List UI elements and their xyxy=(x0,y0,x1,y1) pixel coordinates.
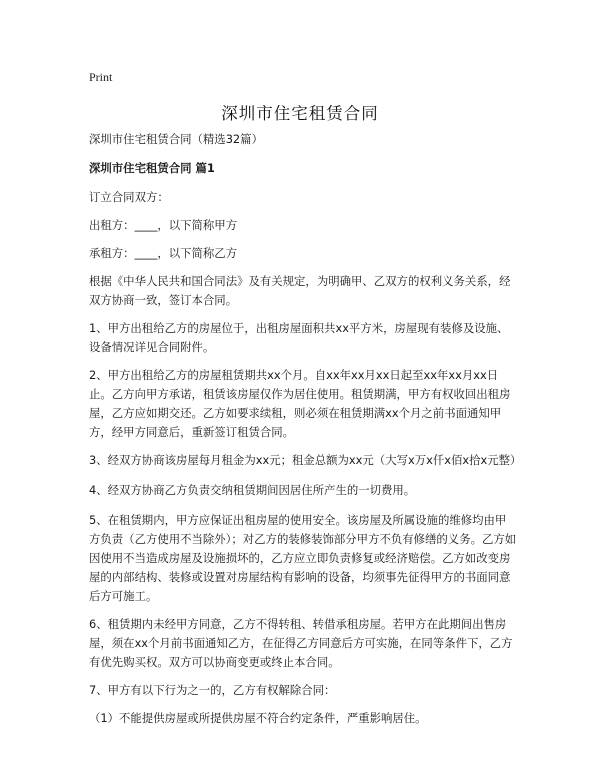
clause-1: 1、甲方出租给乙方的房屋位于，出租房屋面积共xx平方米，房屋现有装修及设施、设备情况详见合同附件。 xyxy=(89,321,509,354)
document-title: 深圳市住宅租赁合同 xyxy=(221,104,379,123)
paragraph-lessor: 出租方：____，以下简称甲方 xyxy=(89,218,238,232)
print-link[interactable]: Print xyxy=(89,70,113,84)
clause-5: 5、在租赁期内，甲方应保证出租房屋的使用安全。该房屋及所属设施的维修均由甲方负责（乙方使用不当除外）；对乙方的装修装饰部分甲方不负有修缮的义务。乙方如因使用不当造成房屋及设施损坏的，乙方应立即负责修复或经济赔偿。乙方如改变房屋的内部结构、装修或设置对房屋结构有影响的设备，均须事先征得甲方的书面同意后方可施工。 xyxy=(89,513,517,603)
clause-7: 7、甲方有以下行为之一的，乙方有权解除合同： xyxy=(89,683,336,697)
paragraph-parties: 订立合同双方： xyxy=(89,190,169,204)
document-subtitle: 深圳市住宅租赁合同（精选32篇） xyxy=(89,132,263,146)
section-heading: 深圳市住宅租赁合同 篇1 xyxy=(89,161,215,175)
paragraph-lessee: 承租方：____，以下简称乙方 xyxy=(89,246,238,260)
clause-7-item-1: （1）不能提供房屋或所提供房屋不符合约定条件，严重影响居住。 xyxy=(89,711,427,725)
clause-6: 6、租赁期内未经甲方同意，乙方不得转租、转借承租房屋。若甲方在此期间出售房屋，须在xx个月前书面通知乙方，在征得乙方同意后方可实施，在同等条件下，乙方有优先购买权。双方可以协商变更或终止本合同。 xyxy=(89,617,513,669)
paragraph-preamble: 根据《中华人民共和国合同法》及有关规定，为明确甲、乙双方的权利义务关系，经双方协商一致，签订本合同。 xyxy=(89,274,511,307)
clause-3: 3、经双方协商该房屋每月租金为xx元；租金总额为xx元（大写x万x仟x佰x拾x元整） xyxy=(89,453,522,467)
clause-4: 4、经双方协商乙方负责交纳租赁期间因居住所产生的一切费用。 xyxy=(89,483,416,497)
document-body xyxy=(89,130,522,737)
clause-2: 2、甲方出租给乙方的房屋租赁期共xx个月。自xx年xx月xx日起至xx年xx月xx日止。乙方向甲方承诺，租赁该房屋仅作为居住使用。租赁期满，甲方有权收回出租房屋，乙方应如期交还。乙方如要求续租，则必须在租赁期满xx个月之前书面通知甲方，经甲方同意后，重新签订租赁合同。 xyxy=(89,368,511,439)
